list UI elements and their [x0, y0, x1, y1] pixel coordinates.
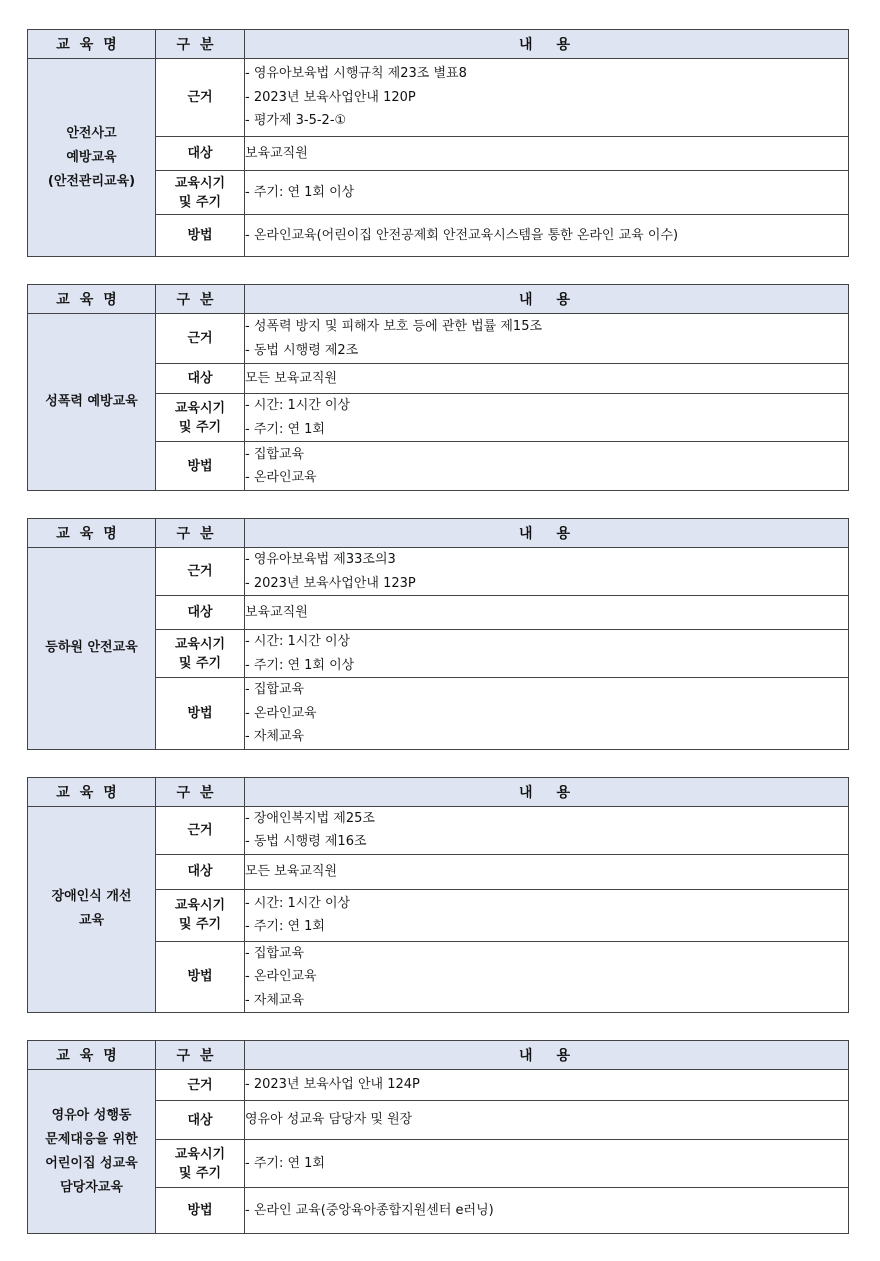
content-timing	[245, 889, 849, 941]
table-header-row	[28, 777, 849, 806]
course-name-cell	[28, 1070, 156, 1234]
content-basis	[245, 314, 849, 364]
content-line: - 시간: 1시간 이상	[245, 895, 351, 911]
category-timing	[156, 394, 245, 442]
content-basis	[245, 806, 849, 854]
content-line: - 2023년 보육사업 안내 124P	[245, 1077, 420, 1093]
content-line: - 온라인교육	[245, 705, 317, 721]
content-line: 보육교직원	[245, 604, 308, 620]
content-line: - 2023년 보육사업안내 123P	[245, 575, 416, 591]
content-line: - 온라인 교육(중앙육아종합지원센터 e러닝)	[245, 1202, 494, 1218]
content-method	[245, 941, 849, 1013]
table-header-row	[28, 30, 849, 59]
content-basis	[245, 1070, 849, 1101]
category-method: 방법	[156, 1188, 245, 1234]
header-course-name: 교육명	[28, 777, 156, 806]
category-target: 대상	[156, 854, 245, 889]
content-line: - 집합교육	[245, 446, 305, 462]
course-name-line: 교육	[78, 913, 105, 929]
course-name-cell	[28, 548, 156, 750]
content-line: - 온라인교육(어린이집 안전공제회 안전교육시스템을 통한 온라인 교육 이수)	[245, 227, 679, 243]
content-basis	[245, 548, 849, 596]
category-timing	[156, 1140, 245, 1188]
row-basis	[28, 314, 849, 364]
content-line: - 온라인교육	[245, 969, 317, 984]
category-timing-line: 및 주기	[178, 917, 222, 932]
row-basis	[28, 1070, 849, 1101]
category-target: 대상	[156, 137, 245, 171]
table-header-row	[28, 285, 849, 314]
education-table-sexual-violence	[27, 284, 849, 491]
row-basis	[28, 59, 849, 137]
content-target	[245, 1101, 849, 1140]
row-basis	[28, 806, 849, 854]
content-timing	[245, 630, 849, 678]
category-timing-line: 및 주기	[178, 194, 222, 210]
course-name-cell	[28, 59, 156, 257]
content-line: - 주기: 연 1회 이상	[245, 657, 355, 673]
content-method	[245, 442, 849, 491]
content-line: - 집합교육	[245, 945, 305, 961]
content-line: - 주기: 연 1회	[245, 919, 325, 934]
education-document	[27, 29, 848, 1261]
category-timing-line: 교육시기	[174, 898, 226, 913]
course-name-line: 안전사고	[66, 125, 117, 141]
content-line: - 주기: 연 1회	[245, 421, 325, 437]
header-content: 내용	[245, 1041, 849, 1070]
content-method	[245, 678, 849, 750]
header-course-name: 교육명	[28, 285, 156, 314]
content-line: - 2023년 보육사업안내 120P	[245, 89, 416, 105]
header-category: 구분	[156, 519, 245, 548]
header-content: 내용	[245, 285, 849, 314]
content-target	[245, 854, 849, 889]
header-course-name: 교육명	[28, 1041, 156, 1070]
content-line: - 동법 시행령 제16조	[245, 834, 367, 849]
row-basis	[28, 548, 849, 596]
category-target: 대상	[156, 596, 245, 630]
content-timing	[245, 1140, 849, 1188]
course-name-line: 예방교육	[66, 149, 117, 165]
content-line: - 영유아보육법 시행규칙 제23조 별표8	[245, 66, 467, 82]
content-target	[245, 364, 849, 394]
content-line: - 온라인교육	[245, 470, 317, 485]
category-method: 방법	[156, 678, 245, 750]
header-category: 구분	[156, 1041, 245, 1070]
category-method: 방법	[156, 215, 245, 257]
content-line: - 장애인복지법 제25조	[245, 810, 375, 826]
content-line: - 시간: 1시간 이상	[245, 398, 351, 413]
content-line: - 평가제 3-5-2-①	[245, 113, 347, 129]
content-line: - 주기: 연 1회 이상	[245, 184, 355, 200]
content-timing	[245, 171, 849, 215]
category-timing	[156, 630, 245, 678]
content-line: - 자체교육	[245, 992, 305, 1008]
header-content: 내용	[245, 30, 849, 59]
header-content: 내용	[245, 519, 849, 548]
content-basis	[245, 59, 849, 137]
content-line: - 시간: 1시간 이상	[245, 634, 351, 649]
header-content: 내용	[245, 777, 849, 806]
content-target	[245, 137, 849, 171]
category-timing-line: 교육시기	[174, 400, 226, 416]
category-timing-line: 및 주기	[178, 655, 222, 671]
education-table-disability-awareness	[27, 777, 849, 1014]
category-basis: 근거	[156, 548, 245, 596]
category-method: 방법	[156, 442, 245, 491]
category-target: 대상	[156, 364, 245, 394]
table-header-row	[28, 519, 849, 548]
header-category: 구분	[156, 285, 245, 314]
course-name-cell	[28, 314, 156, 491]
course-name-line: 등하원 안전교육	[45, 640, 138, 656]
content-line: - 성폭력 방지 및 피해자 보호 등에 관한 법률 제15조	[245, 319, 543, 334]
category-basis: 근거	[156, 1070, 245, 1101]
course-name-line: 어린이집 성교육	[45, 1155, 138, 1171]
category-timing-line: 교육시기	[174, 636, 226, 652]
table-header-row	[28, 1041, 849, 1070]
category-timing	[156, 171, 245, 215]
course-name-line: 성폭력 예방교육	[45, 394, 138, 409]
education-table-safety	[27, 29, 849, 257]
header-category: 구분	[156, 30, 245, 59]
header-course-name: 교육명	[28, 519, 156, 548]
education-table-commute-safety	[27, 518, 849, 750]
content-line: - 동법 시행령 제2조	[245, 342, 359, 358]
content-line: 보육교직원	[245, 145, 308, 161]
content-line: - 영유아보육법 제33조의3	[245, 552, 396, 567]
category-timing-line: 및 주기	[178, 1165, 222, 1181]
content-line: - 주기: 연 1회	[245, 1155, 325, 1171]
course-name-line: 문제대응을 위한	[45, 1131, 138, 1147]
education-table-sexual-behavior	[27, 1040, 849, 1234]
course-name-line: 영유아 성행동	[51, 1107, 132, 1123]
category-timing	[156, 889, 245, 941]
content-method	[245, 1188, 849, 1234]
content-line: 모든 보육교직원	[245, 863, 338, 879]
category-basis: 근거	[156, 59, 245, 137]
course-name-line: 담당자교육	[60, 1179, 123, 1195]
content-line: - 집합교육	[245, 682, 305, 697]
content-method	[245, 215, 849, 257]
category-basis: 근거	[156, 314, 245, 364]
content-line: 영유아 성교육 담당자 및 원장	[245, 1112, 413, 1128]
category-timing-line: 교육시기	[174, 1146, 226, 1162]
category-timing-line: 교육시기	[174, 175, 226, 191]
category-basis: 근거	[156, 806, 245, 854]
course-name-line: 장애인식 개선	[51, 889, 132, 905]
course-name-cell	[28, 806, 156, 1013]
category-timing-line: 및 주기	[178, 419, 222, 435]
header-category: 구분	[156, 777, 245, 806]
content-line: 모든 보육교직원	[245, 370, 338, 386]
category-method: 방법	[156, 941, 245, 1013]
content-timing	[245, 394, 849, 442]
content-line: - 자체교육	[245, 729, 305, 744]
course-name-line: (안전관리교육)	[47, 173, 136, 189]
category-target: 대상	[156, 1101, 245, 1140]
header-course-name: 교육명	[28, 30, 156, 59]
content-target	[245, 596, 849, 630]
